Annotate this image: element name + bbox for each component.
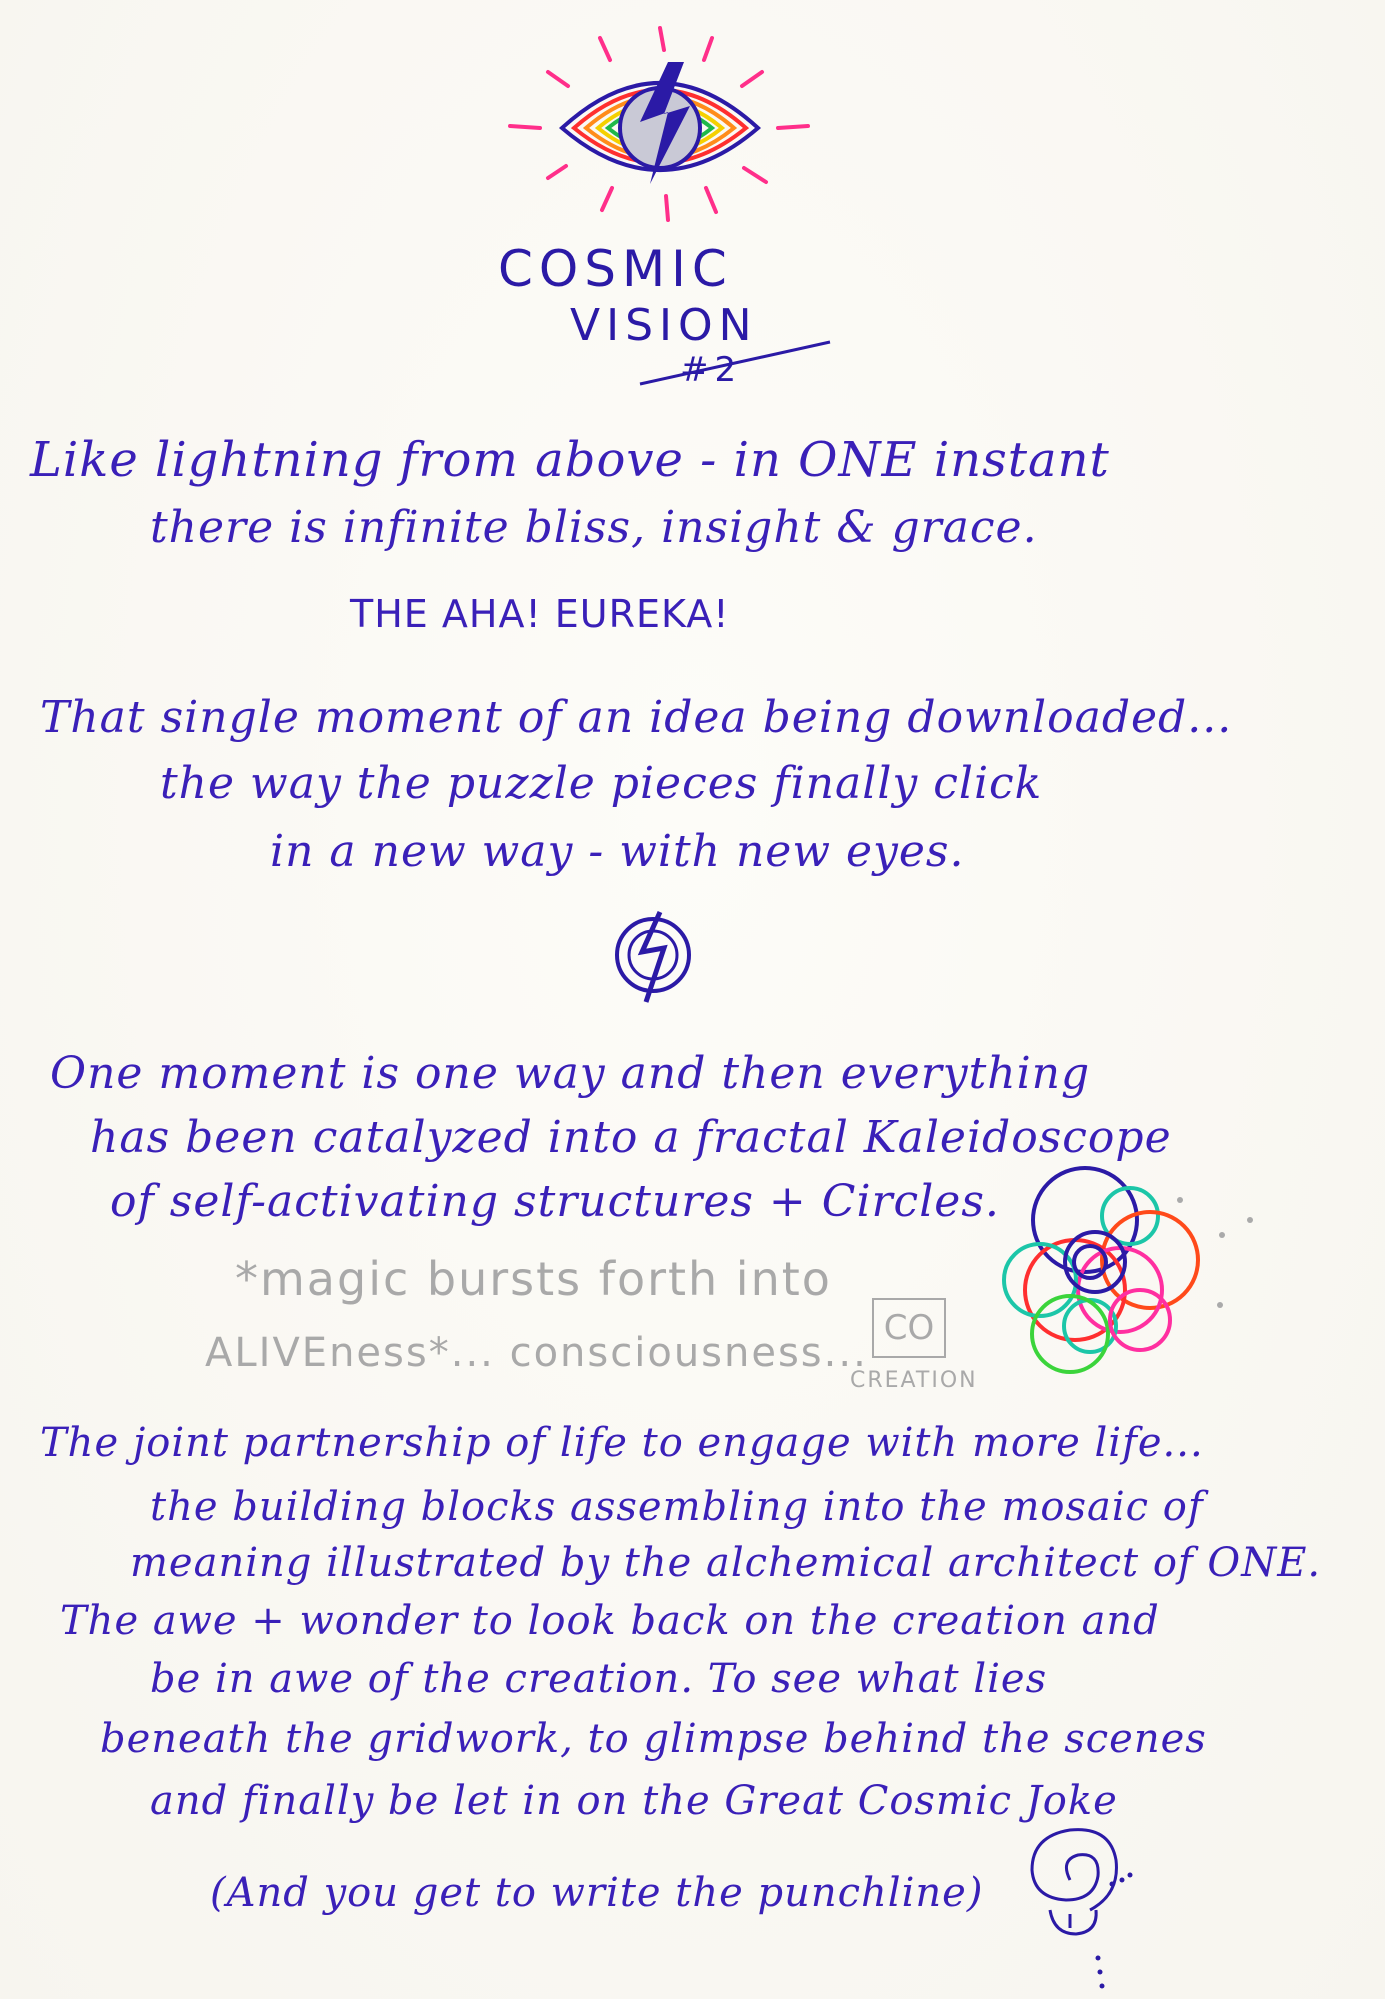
paragraph1-line1: Like lightning from above - in ONE instant: [30, 432, 1110, 488]
creation-box: CO: [872, 1298, 946, 1358]
paragraph1-line3: THE AHA! EUREKA!: [350, 592, 730, 636]
paragraph2-line1: That single moment of an idea being downloaded...: [40, 692, 1233, 743]
paragraph1-line2: there is infinite bliss, insight & grace.: [150, 502, 1038, 553]
title-number: #2: [680, 350, 743, 390]
paragraph4-line8: (And you get to write the punchline): [210, 1870, 984, 1916]
paragraph2-line3: in a new way - with new eyes.: [270, 826, 965, 877]
paragraph4-line3: meaning illustrated by the alchemical architect of ONE.: [130, 1540, 1322, 1586]
paragraph3-line3: of self-activating structures + Circles.: [110, 1176, 1000, 1227]
paragraph4-line7: and finally be let in on the Great Cosmic Joke: [150, 1778, 1118, 1824]
pencil-note-line2: ALIVEness*... consciousness...: [205, 1330, 868, 1376]
creation-caption: CREATION: [850, 1368, 978, 1393]
pencil-note-line1: *magic bursts forth into: [235, 1252, 832, 1306]
paragraph4-line1: The joint partnership of life to engage with more life...: [40, 1420, 1204, 1466]
paragraph4-line6: beneath the gridwork, to glimpse behind the scenes: [100, 1716, 1207, 1762]
paragraph3-line1: One moment is one way and then everything: [50, 1048, 1091, 1099]
title-line1: COSMIC: [498, 240, 733, 298]
title-line2: VISION: [570, 300, 758, 351]
paragraph4-line5: be in awe of the creation. To see what lies: [150, 1656, 1048, 1702]
paragraph4-line4: The awe + wonder to look back on the creation and: [60, 1598, 1160, 1644]
paragraph2-line2: the way the puzzle pieces finally click: [160, 758, 1043, 809]
paragraph3-line2: has been catalyzed into a fractal Kaleidoscope: [90, 1112, 1172, 1163]
paragraph4-line2: the building blocks assembling into the mosaic of: [150, 1484, 1204, 1530]
